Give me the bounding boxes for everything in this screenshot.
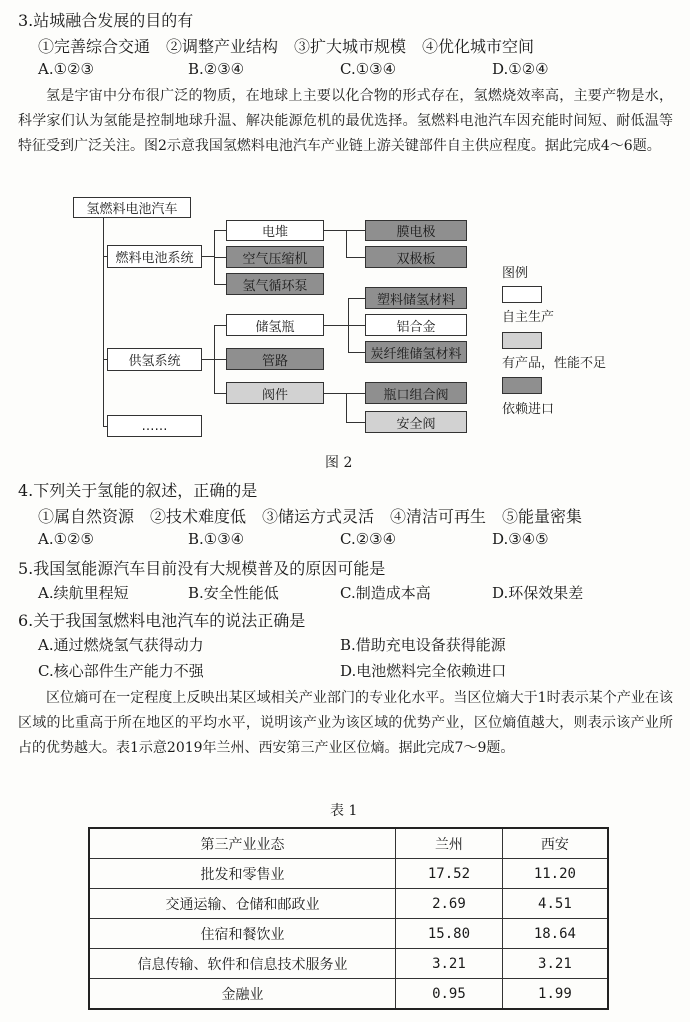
q5-option-b: B.安全性能低 [188, 584, 279, 602]
node-hydrogen-tank: 储氢瓶 [226, 314, 324, 336]
table-cell: 17.52 [396, 859, 503, 889]
legend-label-weak: 有产品，性能不足 [502, 356, 607, 371]
table-row [89, 889, 608, 919]
table-cell: 批发和零售业 [89, 859, 396, 889]
table-cell: 11.20 [502, 859, 608, 889]
q5-stem: 5.我国氢能源汽车目前没有大规模普及的原因可能是 [18, 559, 386, 578]
q5-option-a: A.续航里程短 [38, 584, 129, 602]
q6-option-c: C.核心部件生产能力不强 [38, 662, 204, 680]
table-cell: 3.21 [396, 949, 503, 979]
legend-swatch-self [502, 286, 542, 303]
q5-option-c: C.制造成本高 [340, 584, 431, 602]
node-fuel-cell-system: 燃料电池系统 [107, 245, 202, 268]
table-cell: 住宿和餐饮业 [89, 919, 396, 949]
table-header: 兰州 [396, 828, 503, 859]
q6-option-a: A.通过燃烧氢气获得动力 [38, 636, 204, 654]
passage-hydrogen: 氢是宇宙中分布很广泛的物质，在地球上主要以化合物的形式存在，氢燃烧效率高，主要产物是水，科学家们认为氢能是控制地球升温、解决能源危机的最优选择。氢燃料电池汽车因充能时间短、耐低温等特征受到广泛关注。图2示意我国氢燃料电池汽车产业链上游关键部件自主供应程度。据此完成4～6题。 [18, 88, 673, 154]
q6-option-b: B.借助充电设备获得能源 [340, 636, 506, 654]
table-cell: 交通运输、仓储和邮政业 [89, 889, 396, 919]
q6-stem: 6.关于我国氢燃料电池汽车的说法正确是 [18, 611, 306, 630]
table-header: 第三产业业态 [89, 828, 396, 859]
q5-option-d: D.环保效果差 [492, 584, 584, 602]
node-plastic-storage-material: 塑料储氢材料 [365, 287, 467, 309]
table-cell: 1.99 [502, 979, 608, 1010]
node-valve: 阀件 [226, 382, 324, 404]
figure-caption: 图 2 [325, 455, 353, 471]
q4-option-c: C.②③④ [340, 530, 397, 548]
node-air-compressor: 空气压缩机 [226, 246, 324, 268]
legend-label-import: 依赖进口 [502, 402, 555, 417]
q3-option-c: C.①③④ [340, 60, 397, 78]
table-header: 西安 [502, 828, 608, 859]
node-carbon-fiber-material: 炭纤维储氢材料 [365, 341, 467, 363]
table-cell: 18.64 [502, 919, 608, 949]
node-aluminum-alloy: 铝合金 [365, 314, 467, 336]
q4-stem: 4.下列关于氢能的叙述，正确的是 [18, 481, 258, 500]
location-quotient-table [88, 827, 609, 1010]
q4-items: ①属自然资源 ②技术难度低 ③储运方式灵活 ④清洁可再生 ⑤能量密集 [38, 507, 583, 526]
table-cell: 金融业 [89, 979, 396, 1010]
table-cell: 2.69 [396, 889, 503, 919]
q4-option-d: D.③④⑤ [492, 530, 549, 548]
table-row [89, 949, 608, 979]
q3-option-b: B.②③④ [188, 60, 245, 78]
table-cell: 信息传输、软件和信息技术服务业 [89, 949, 396, 979]
table-caption: 表 1 [330, 803, 358, 819]
table-cell: 3.21 [502, 949, 608, 979]
table-row [89, 919, 608, 949]
node-more: …… [107, 415, 202, 437]
node-safety-valve: 安全阀 [365, 411, 467, 433]
q3-option-d: D.①②④ [492, 60, 549, 78]
table-cell: 15.80 [396, 919, 503, 949]
legend-label-self: 自主生产 [502, 310, 555, 325]
node-hydrogen-fuel-cell-vehicle: 氢燃料电池汽车 [73, 197, 191, 218]
node-stack: 电堆 [226, 220, 324, 241]
table-row [89, 859, 608, 889]
legend-title: 图例 [502, 266, 529, 281]
q3-items: ①完善综合交通 ②调整产业结构 ③扩大城市规模 ④优化城市空间 [38, 37, 535, 56]
table-cell: 0.95 [396, 979, 503, 1010]
q3-option-a: A.①②③ [38, 60, 94, 78]
legend-swatch-weak [502, 332, 542, 349]
table-row [89, 979, 608, 1010]
table-cell: 4.51 [502, 889, 608, 919]
q4-option-a: A.①②⑤ [38, 530, 94, 548]
table-header-row [89, 828, 608, 859]
q4-option-b: B.①③④ [188, 530, 245, 548]
node-membrane-electrode: 膜电极 [365, 220, 467, 241]
node-hydrogen-supply-system: 供氢系统 [107, 348, 202, 371]
node-hydrogen-pump: 氢气循环泵 [226, 273, 324, 295]
passage-location-quotient: 区位熵可在一定程度上反映出某区域相关产业部门的专业化水平。当区位熵大于1时表示某个产业在该区域的比重高于所在地区的平均水平，说明该产业为该区域的优势产业，区位熵值越大，则表示该产业所占的优势越大。表1示意2019年兰州、西安第三产业区位熵。据此完成7～9题。 [18, 690, 673, 756]
node-bipolar-plate: 双极板 [365, 246, 467, 268]
q6-option-d: D.电池燃料完全依赖进口 [340, 662, 507, 680]
node-pipeline: 管路 [226, 348, 324, 370]
node-bottle-valve: 瓶口组合阀 [365, 382, 467, 404]
q3-stem: 3.站城融合发展的目的有 [18, 11, 194, 30]
legend-swatch-import [502, 377, 542, 394]
